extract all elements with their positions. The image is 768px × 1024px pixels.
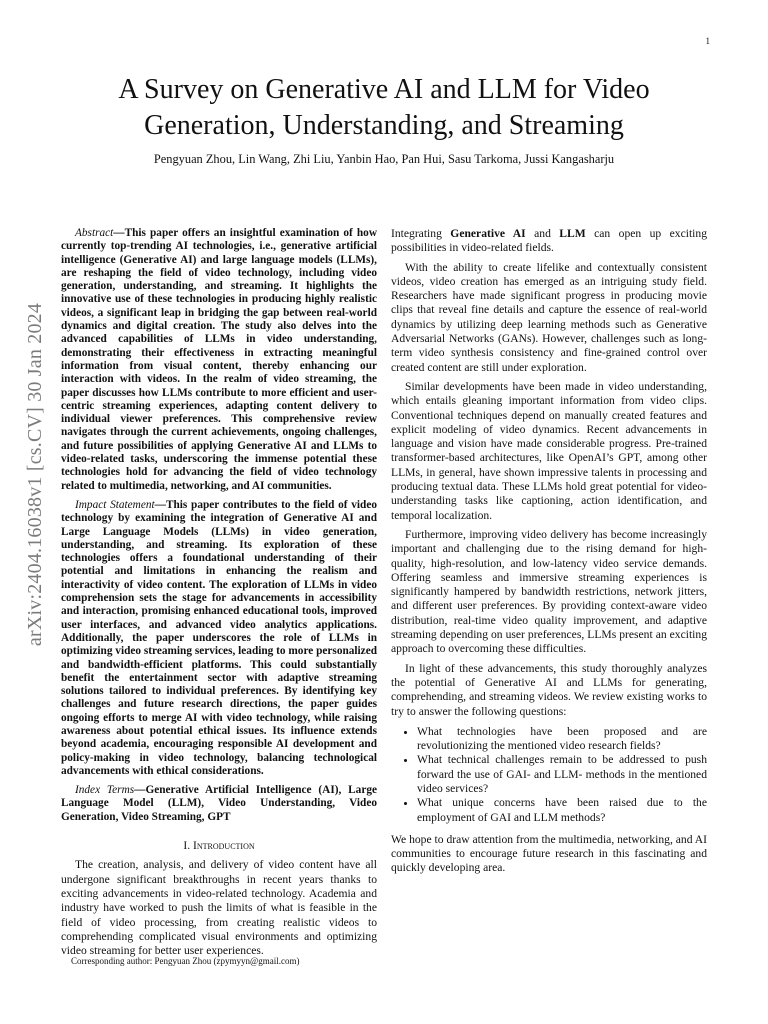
arxiv-identifier: arXiv:2404.16038v1 [cs.CV] 30 Jan 2024 [24,302,47,646]
abstract-label: Abstract [75,227,114,239]
page-number: 1 [705,36,710,46]
title-line-2: Generation, Understanding, and Streaming [144,110,624,141]
arxiv-sidebar-stamp [10,278,62,670]
author-list: Pengyuan Zhou, Lin Wang, Zhi Liu, Yanbin Hao, Pan Hui, Sasu Tarkoma, Jussi Kangasharju [153,152,615,166]
p0-text-b: and [525,227,560,240]
list-item: • What technologies have been proposed and are revolutionizing the mentioned video research fields? [417,725,707,754]
section-heading-introduction: I. Introduction [183,839,255,853]
abstract [61,227,377,493]
p0-bold-llm: LLM [559,227,586,240]
list-item: • What technical challenges remain to be addressed to push forward the use of GAI- and LLM- methods in the mentioned video services? [417,753,707,796]
impact-statement [61,499,377,778]
index-terms-text: —Generative Artificial Intelligence (AI), Large Language Model (LLM), Video Understanding, Video Generation, Video Streaming, GPT [61,784,377,823]
p0-bold-generative-ai: Generative AI [450,227,526,240]
p0-text-a: Integrating [391,227,451,240]
paragraph-video-creation: With the ability to create lifelike and contextually consistent videos, video creation has emerged as an intriguing study field. Researchers have made significant progress in producing movie clips that reveal fine details and capture the essence of real-world dynamics by utilizing deep learning methods such as Generative Adversarial Networks (GANs). However, challenges such as long-term video synthesis consistency and fine-grained control over created content are still under exploration. [391,260,707,374]
paragraph-integrating [391,227,707,256]
corresponding-author-footnote: Corresponding author: Pengyuan Zhou (zpymyyn@gmail.com) [71,956,300,966]
list-item: • What unique concerns have been raised due to the employment of GAI and LLM methods? [417,796,707,825]
title-line-1: A Survey on Generative AI and LLM for Video [118,74,650,105]
right-column [391,227,707,881]
impact-statement-text: —This paper contributes to the field of video technology by examining the integration of Generative AI and Large Language Models (LLMs) in video generation, understanding, and streaming. Its exploration of these technologies offers a foundational understanding of their potential and limitations in enhancing the realism and interactivity of video content. The exploration of LLMs in video comprehension sets the stage for advancements in accessibility and interaction, promising enhanced educational tools, improved user interfaces, and advanced video analytics applications. Additionally, the paper underscores the role of LLMs in optimizing video streaming services, leading to more personalized and bandwidth-efficient platforms. This could substantially benefit the entertainment sector with adaptive streaming solutions tailored to individual preferences. By identifying key challenges and future research directions, the paper guides ongoing efforts to merge AI with video technology, while raising awareness about potential ethical issues. Its influence extends beyond academia, encouraging responsible AI development and policy-making in video technology, balancing technological advancements with ethical considerations. [61,498,377,777]
paragraph-study-overview: In light of these advancements, this study thoroughly analyzes the potential of Generative AI and LLMs for generating, comprehending, and streaming videos. We review existing works to try to answer the following questions: [391,661,707,718]
index-terms [61,784,377,824]
paragraph-closing: We hope to draw attention from the multimedia, networking, and AI communities to encourage future research in this fascinating and quickly developing area. [391,832,707,875]
paragraph-video-delivery: Furthermore, improving video delivery has become increasingly important and challenging due to the rising demand for high-quality, high-resolution, and low-latency video service demands. Offering seamless and immersive streaming experiences is significantly hampered by bandwidth restrictions, network jitters, and different user preferences. By providing context-aware video distribution, real-time video quality improvement, and adaptive streaming depending on user preferences, LLMs present an exciting approach to overcoming these difficulties. [391,527,707,656]
abstract-text: —This paper offers an insightful examination of how currently top-trending AI technologies, i.e., generative artificial intelligence (Generative AI) and large language models (LLMs), are reshaping the field of video technology, including video generation, understanding, and streaming. It highlights the innovative use of these technologies in producing highly realistic videos, a significant leap in bridging the gap between real-world dynamics and digital creation. The study also delves into the advanced capabilities of LLMs in video understanding, demonstrating their effectiveness in extracting meaningful information from visual content, thereby enhancing our interaction with videos. In the realm of video streaming, the paper discusses how LLMs contribute to more efficient and user-centric streaming experiences, adapting content delivery to individual viewer preferences. This comprehensive review navigates through the current achievements, ongoing challenges, and future possibilities of applying Generative AI and LLMs to video-related tasks, underscoring the immense potential these technologies hold for advancing the field of video technology related to multimedia, networking, and AI communities. [61,227,377,492]
left-column [61,227,377,958]
impact-statement-label: Impact Statement [75,498,155,511]
research-questions-list [391,725,707,825]
paragraph-video-understanding: Similar developments have been made in video understanding, which entails gleaning important information from video clips. Conventional techniques depend on manually created features and explicit modeling of video dynamics. Recent advancements in language and vision have made considerable progress. Pre-trained transformer-based architectures, like OpenAI’s GPT, among other LLMs, in general, have shown impressive talents in processing and producing textual data. These LLMs hold great potential for video-understanding tasks like captioning, action identification, and temporal localization. [391,379,707,522]
index-terms-label: Index Terms [75,784,135,797]
p0-text-c: can open up exciting possibilities in video-related fields. [391,227,707,255]
intro-paragraph: The creation, analysis, and delivery of video content have all undergone significant breakthroughs in recent years thanks to exciting advancements in video-related technology. Academia and industry have worked to push the limits of what is feasible in the field of video processing, from creating realistic videos to comprehending complicated visual environments and optimizing video streaming for better user experiences. [61,858,377,958]
paper-title [60,72,708,144]
